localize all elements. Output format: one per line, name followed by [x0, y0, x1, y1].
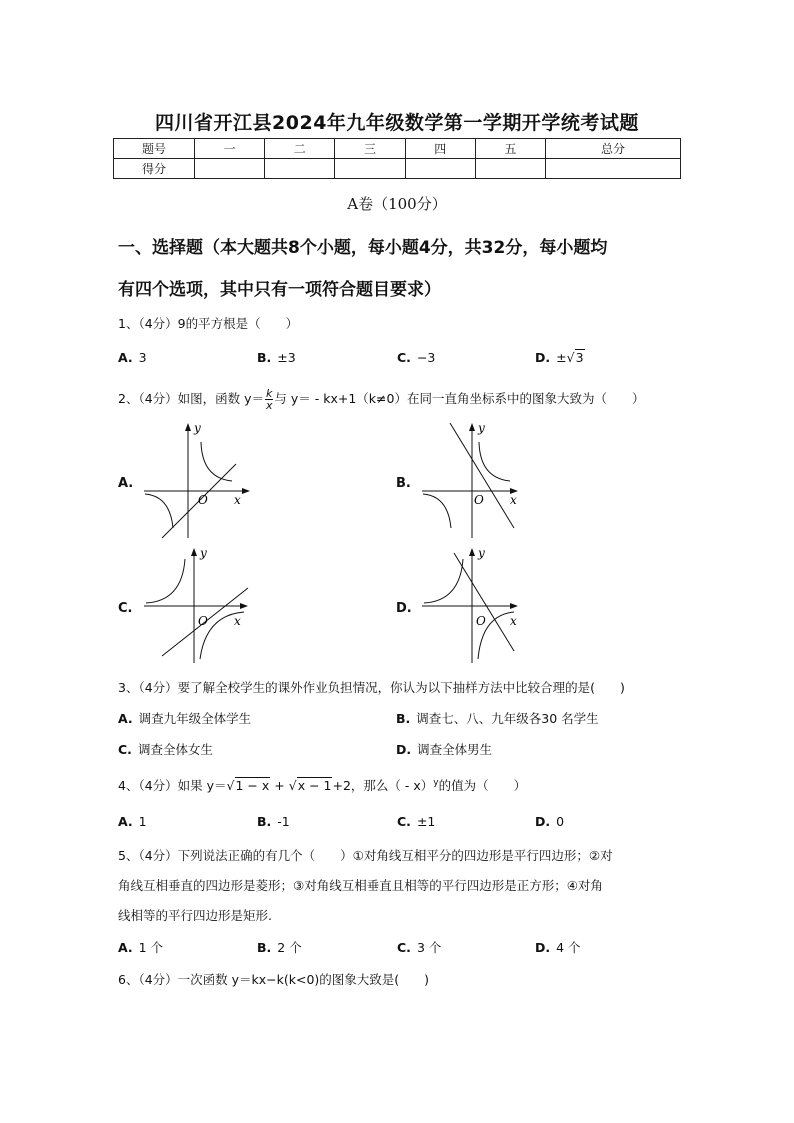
score-cell[interactable]: [335, 159, 405, 179]
q1-option-c[interactable]: C. −3: [397, 350, 436, 365]
q5-option-b[interactable]: B. 2 个: [257, 940, 302, 955]
score-header-cell: 一: [195, 139, 265, 159]
y-label: y: [200, 546, 207, 560]
score-cell[interactable]: [475, 159, 545, 179]
score-header-cell: 总分: [546, 139, 681, 159]
score-header-cell: 题号: [114, 139, 195, 159]
y-label: y: [478, 421, 485, 435]
q1-option-a[interactable]: A. 3: [118, 350, 147, 365]
y-label: y: [194, 421, 201, 435]
q2-option-d-label[interactable]: D.: [396, 601, 412, 616]
part1-title-line2: 有四个选项，其中只有一项符合题目要求）: [118, 280, 441, 300]
score-cell[interactable]: [546, 159, 681, 179]
q3-option-b[interactable]: B. 调查七、八、九年级各30 名学生: [396, 711, 599, 726]
section-a-heading: A卷（100分）: [347, 195, 447, 213]
x-axis-arrow: [240, 603, 248, 609]
hyperbola-branch: [479, 442, 510, 481]
q3-stem: 3、（4分）要了解全校学生的课外作业负担情况，你认为以下抽样方法中比较合理的是( ): [118, 680, 625, 695]
x-label: x: [510, 493, 517, 507]
hyperbola-branch: [201, 442, 232, 481]
q3-option-a[interactable]: A. 调查九年级全体学生: [118, 711, 252, 726]
part1-title-line1: 一、选择题（本大题共8个小题，每小题4分，共32分，每小题均: [118, 238, 608, 258]
q2-option-a-label[interactable]: A.: [118, 476, 134, 491]
q2-option-b-label[interactable]: B.: [396, 476, 411, 491]
line-graph: [450, 423, 514, 528]
q1-option-b[interactable]: B. ±3: [257, 350, 296, 365]
q4-option-b[interactable]: B. -1: [257, 814, 290, 829]
score-cell[interactable]: [195, 159, 265, 179]
q5-option-d[interactable]: D. 4 个: [535, 940, 581, 955]
y-axis-arrow: [469, 548, 475, 556]
q3-option-c[interactable]: C. 调查全体女生: [118, 742, 213, 757]
q2-graph-a: [140, 418, 260, 543]
score-header-cell: 三: [335, 139, 405, 159]
x-label: x: [234, 614, 241, 628]
x-label: x: [510, 614, 517, 628]
hyperbola-branch: [423, 494, 451, 528]
q4-option-d[interactable]: D. 0: [535, 814, 565, 829]
y-axis-arrow: [469, 423, 475, 431]
y-axis-arrow: [185, 423, 191, 431]
score-row-label: 得分: [114, 159, 195, 179]
score-cell[interactable]: [265, 159, 335, 179]
score-header-cell: 二: [265, 139, 335, 159]
q3-option-d[interactable]: D. 调查全体男生: [396, 742, 493, 757]
score-table-header-row: [114, 139, 681, 159]
score-cell[interactable]: [405, 159, 475, 179]
line-graph: [454, 553, 514, 651]
y-label: y: [478, 546, 485, 560]
q2-graph-b: [418, 418, 538, 543]
q2-stem: 2、（4分）如图，函数 y＝ $\frac{k}{x}$ 与 y＝ - kx+1（k≠0）在同一直角坐标系中的图象大致为（ ）: [118, 387, 645, 412]
hyperbola-branch: [146, 559, 185, 603]
y-axis-arrow: [191, 548, 197, 556]
origin-label: O: [198, 614, 208, 628]
q4-option-a[interactable]: A. 1: [118, 814, 147, 829]
hyperbola-branch: [424, 559, 463, 603]
score-table: [113, 138, 681, 179]
x-axis-arrow: [510, 603, 518, 609]
origin-label: O: [474, 493, 484, 507]
q5-stem-line1: 5、（4分）下列说法正确的有几个（ ）①对角线互相平分的四边形是平行四边形；②对: [118, 848, 613, 863]
q5-stem-line3: 线相等的平行四边形是矩形.: [118, 908, 272, 923]
score-header-cell: 五: [475, 139, 545, 159]
q2-graph-c: [140, 543, 260, 668]
hyperbola-branch: [145, 494, 173, 528]
q4-option-c[interactable]: C. ±1: [397, 814, 436, 829]
x-label: x: [234, 493, 241, 507]
origin-label: O: [476, 614, 486, 628]
q5-stem-line2: 角线互相垂直的四边形是菱形；③对角线互相垂直且相等的平行四边形是正方形；④对角: [118, 878, 603, 893]
exam-title: 四川省开江县2024年九年级数学第一学期开学统考试题: [155, 112, 639, 134]
q5-option-c[interactable]: C. 3 个: [397, 940, 442, 955]
score-table-score-row: [114, 159, 681, 179]
q2-option-c-label[interactable]: C.: [118, 601, 133, 616]
q1-stem: 1、（4分）9的平方根是（ ）: [118, 316, 299, 331]
q4-stem: 4、（4分）如果 y＝√1 − x + √x − 1+2，那么（ - x）$^y$的值为（ ）: [118, 777, 527, 793]
q6-stem: 6、（4分）一次函数 y＝kx−k(k<0)的图象大致是( ): [118, 972, 430, 987]
q2-graph-d: [418, 543, 538, 668]
q1-option-d[interactable]: D. ±√3: [535, 350, 584, 365]
x-axis-arrow: [242, 488, 250, 494]
origin-label: O: [198, 493, 208, 507]
score-header-cell: 四: [405, 139, 475, 159]
q5-option-a[interactable]: A. 1 个: [118, 940, 164, 955]
